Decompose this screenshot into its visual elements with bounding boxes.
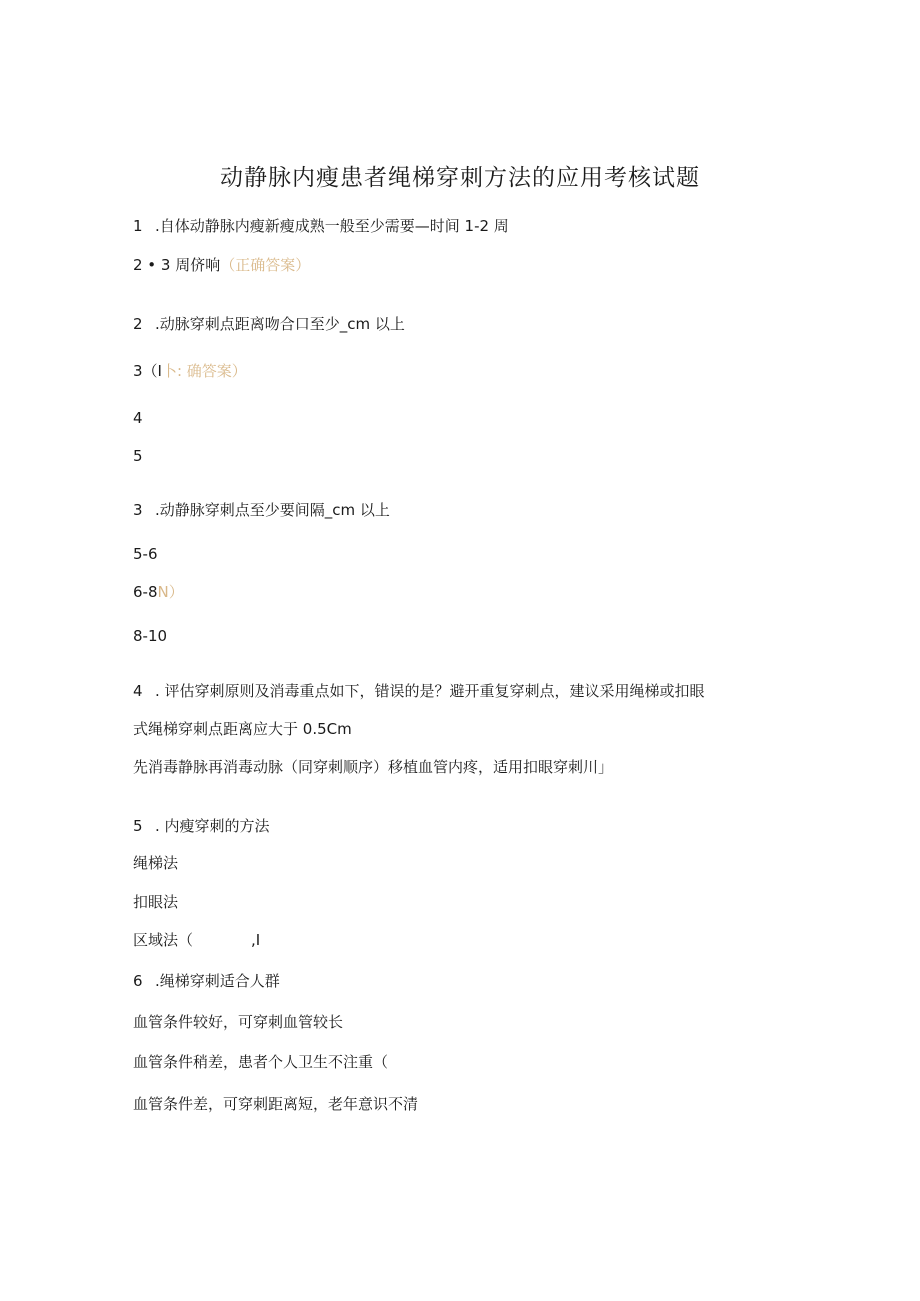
option-text: 3（I: [133, 362, 162, 380]
question-text: . 评估穿刺原则及消毒重点如下，错误的是？避开重复穿刺点，建议采用绳梯或扣眼: [155, 682, 705, 700]
option-line: 扣眼法: [133, 893, 179, 911]
option-line: 4: [133, 409, 143, 427]
option-line: [133, 582, 184, 602]
option-line: 血管条件稍差，患者个人卫生不注重（: [133, 1053, 389, 1071]
question-5: [133, 816, 270, 836]
correct-answer-hint: N）: [157, 583, 184, 601]
option-line: 5-6: [133, 545, 158, 563]
option-text: 6-8: [133, 583, 158, 601]
option-line: 8-10: [133, 627, 168, 645]
option-line: 血管条件差，可穿刺距离短，老年意识不清: [133, 1095, 419, 1113]
question-text: .动脉穿刺点距离吻合口至少_cm 以上: [155, 315, 405, 333]
question-number: 3: [133, 501, 143, 519]
option-line: [133, 255, 310, 275]
question-text: .绳梯穿刺适合人群: [155, 972, 280, 990]
correct-answer-hint: （正确答案）: [220, 256, 311, 274]
correct-answer-hint: 卜: 确答案）: [161, 362, 247, 380]
option-text: 2 • 3 周侪响: [133, 256, 221, 274]
question-2: [133, 314, 405, 334]
option-line: [133, 930, 260, 950]
question-number: 1: [133, 217, 143, 235]
question-text: .自体动静脉内瘦新瘦成熟一般至少需要—时间 1-2 周: [155, 217, 509, 235]
question-text: .动静脉穿刺点至少要间隔_cm 以上: [155, 501, 390, 519]
question-text: . 内瘦穿刺的方法: [155, 817, 270, 835]
question-number: 5: [133, 817, 143, 835]
question-number: 6: [133, 972, 143, 990]
question-3: [133, 500, 390, 520]
question-number: 4: [133, 682, 143, 700]
option-line: 绳梯法: [133, 854, 179, 872]
question-text-continued: 式绳梯穿刺点距离应大于 0.5Cm: [133, 720, 352, 738]
question-4: [133, 681, 705, 701]
page-title: 动静脉内瘦患者绳梯穿刺方法的应用考核试题: [220, 165, 700, 191]
question-number: 2: [133, 315, 143, 333]
option-text-tail: ,I: [251, 931, 261, 949]
option-line: 血管条件较好，可穿刺血管较长: [133, 1013, 344, 1031]
option-line: [133, 361, 247, 381]
option-line: 5: [133, 447, 143, 465]
question-1: [133, 216, 509, 236]
option-text: 区域法（: [133, 931, 194, 949]
question-6: [133, 971, 280, 991]
question-text-continued: 先消毒静脉再消毒动脉（同穿刺顺序）移植血管内疼，适用扣眼穿刺川」: [133, 758, 614, 776]
